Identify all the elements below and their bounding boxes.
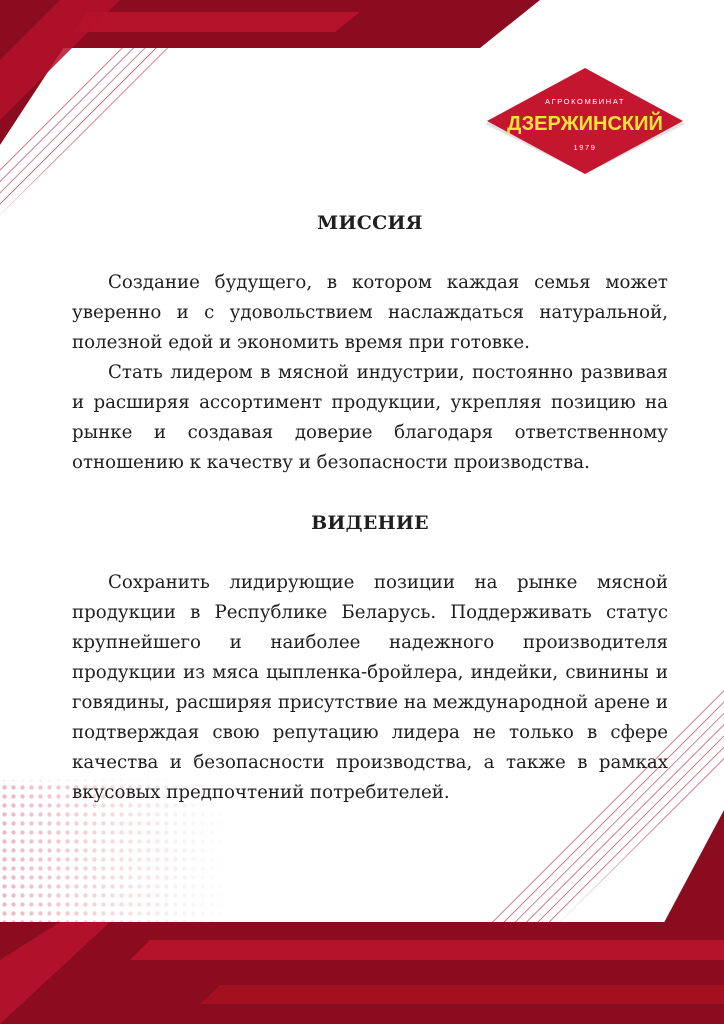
vision-paragraph-1: Сохранить лидирующие позиции на рынке мясной продукции в Республике Беларусь. Поддерживать статус крупнейшего и наиболее надежного производителя продукции из мяса цыпленка-бройлера, индейки, свинины и говядины, расширяя присутствие на международной арене и подтверждая свою репутацию лидера не только в сфере качества и безопасности производства, а также в рамках вкусовых предпочтений потребителей.: [72, 572, 668, 803]
logo-name: ДЗЕРЖИНСКИЙ: [507, 113, 663, 135]
mission-paragraph-1: Создание будущего, в котором каждая семья может уверенно и с удовольствием наслаждаться натуральной, полезной едой и экономить время при готовке.: [72, 272, 668, 353]
logo-top-text: АГРОКОМБИНАТ: [544, 97, 626, 106]
mission-heading: МИССИЯ: [317, 212, 423, 234]
vision-heading: ВИДЕНИЕ: [311, 512, 429, 534]
mission-paragraph-2: Стать лидером в мясной индустрии, постоянно развивая и расширяя ассортимент продукции, укрепляя позицию на рынке и создавая доверие благодаря ответственному отношению к качеству и безопасности производства.: [72, 362, 668, 473]
logo-year: 1979: [573, 143, 597, 152]
document-body: [72, 206, 668, 808]
